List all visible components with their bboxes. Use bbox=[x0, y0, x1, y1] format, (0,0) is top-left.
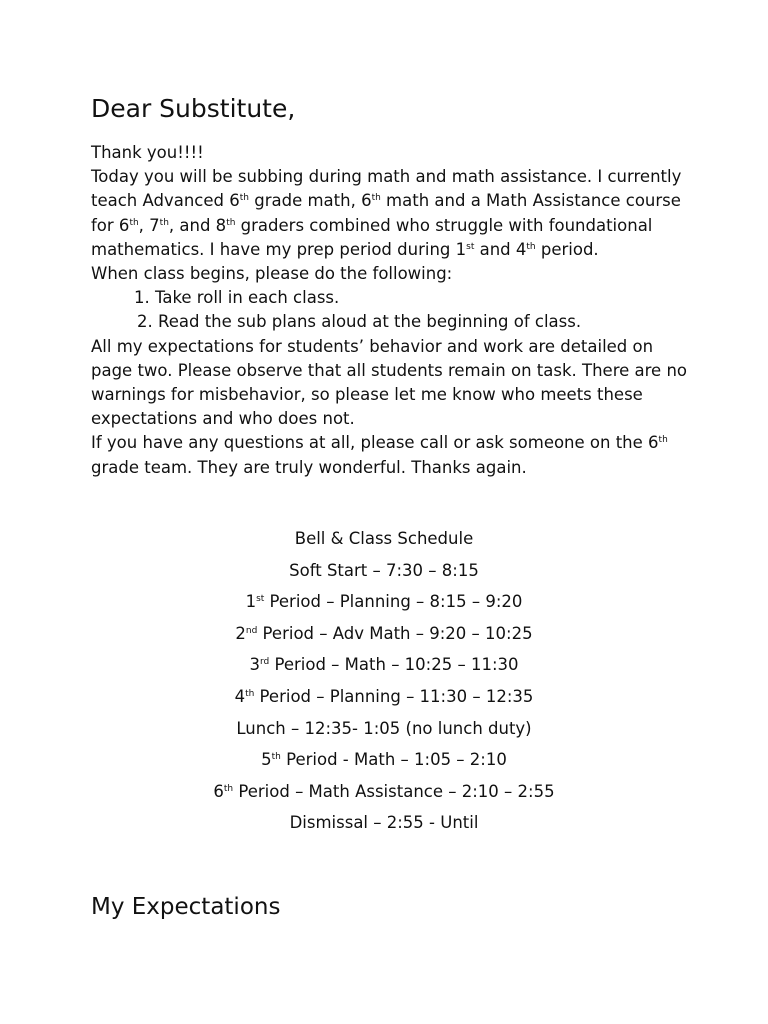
schedule-period-6: 6th Period – Math Assistance – 2:10 – 2:55 bbox=[213, 781, 555, 801]
schedule-dismissal: Dismissal – 2:55 - Until bbox=[289, 813, 479, 833]
questions-paragraph: If you have any questions at all, please call or ask someone on the 6th grade team. They are truly wonderful. Thanks again. bbox=[91, 433, 668, 477]
thanks-line: Thank you!!!! bbox=[91, 143, 204, 162]
schedule-period-4: 4th Period – Planning – 11:30 – 12:35 bbox=[234, 686, 534, 706]
salutation-heading: Dear Substitute, bbox=[91, 94, 296, 123]
step-take-roll: 1. Take roll in each class. bbox=[134, 288, 340, 308]
instructions-lead: When class begins, please do the following: bbox=[91, 264, 453, 284]
schedule-soft-start: Soft Start – 7:30 – 8:15 bbox=[289, 560, 479, 580]
schedule-period-5: 5th Period - Math – 1:05 – 2:10 bbox=[261, 750, 507, 770]
letter-body bbox=[91, 141, 691, 480]
schedule-lunch: Lunch – 12:35- 1:05 (no lunch duty) bbox=[236, 718, 532, 738]
step-read-plans: 2. Read the sub plans aloud at the beginning of class. bbox=[137, 312, 582, 332]
bell-schedule bbox=[0, 527, 768, 843]
expectations-heading: My Expectations bbox=[91, 894, 281, 920]
expectations-paragraph: All my expectations for students’ behavior and work are detailed on page two. Please observe that all students remain on task. There are no warnings for misbehavior, so please let me know who meets these expectations and who does not. bbox=[91, 336, 688, 429]
schedule-title: Bell & Class Schedule bbox=[294, 529, 474, 548]
schedule-period-1: 1st Period – Planning – 8:15 – 9:20 bbox=[245, 592, 523, 612]
schedule-period-2: 2nd Period – Adv Math – 9:20 – 10:25 bbox=[235, 623, 533, 643]
instruction-steps bbox=[91, 286, 691, 334]
schedule-period-3: 3rd Period – Math – 10:25 – 11:30 bbox=[249, 655, 519, 675]
intro-paragraph: Today you will be subbing during math and math assistance. I currently teach Advanced 6th grade math, 6th math and a Math Assistance course for 6th, 7th, and 8th graders combined who struggle with foundational mathematics. I have my prep period during 1st and 4th period. bbox=[91, 167, 682, 259]
